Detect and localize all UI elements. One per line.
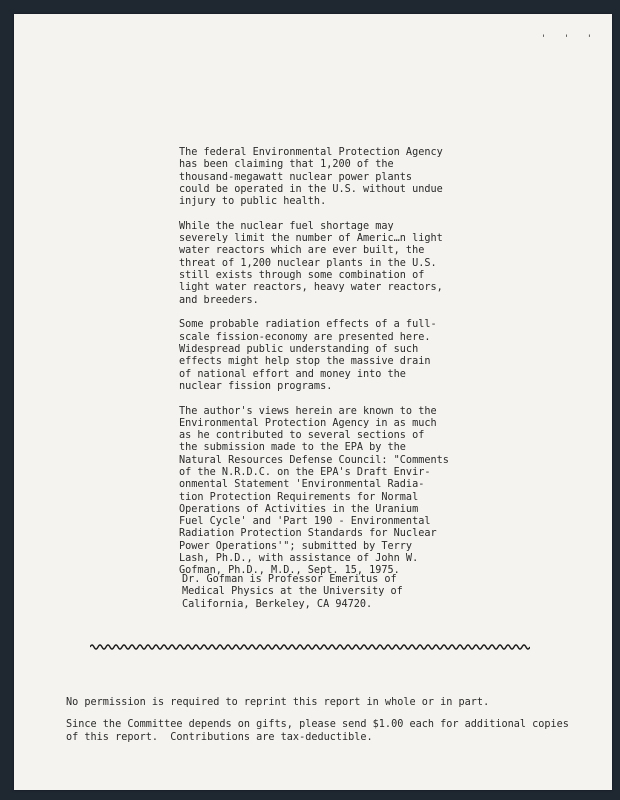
author-affiliation: Dr. Gofman is Professor Emeritus of Medical Physics at the University of California, Berkeley, CA 94720. — [182, 574, 403, 610]
footer-notice — [66, 697, 586, 754]
paragraph-epa-claim: The federal Environmental Protection Agency has been claiming that 1,200 of the thousand-megawatt nuclear power plants could be operated in the U.S. without undue injury to public health. — [179, 147, 443, 208]
reprint-notice: No permission is required to reprint this report in whole or in part. — [66, 697, 490, 708]
paragraph-author-views: The author's views herein are known to the Environmental Protection Agency in as much as he contributed to several sections of the submission made to the EPA by the Natural Resources Defense Council: "Comments of the N.R.D.C. on the EPA's Draft Envir- onmental Statement 'Environmental Radia- tion Protection Requirements for Normal Operations of Activities in the Uranium Fuel Cycle' and 'Part 190 - Environmental Radiation Protection Standards for Nuclear Power Operations'"; submitted by Terry Lash, Ph.D., with assistance of John W. Gofman, Ph.D., M.D., Sept. 15, 1975. — [179, 405, 449, 577]
document-page — [14, 14, 612, 790]
main-text-block — [179, 147, 469, 590]
paragraph-fuel-shortage: While the nuclear fuel shortage may severely limit the number of Americ…n light water reactors which are ever built, the threat of 1,200 nuclear plants in the U.S. still exists through some combination of light water reactors, heavy water reactors, and breeders. — [179, 220, 443, 306]
paragraph-radiation-effects: Some probable radiation effects of a full- scale fission-economy are presented here. Widespread public understanding of such effects might help stop the massive drain of national effort and money into the nuclear fission programs. — [179, 319, 437, 392]
scan-specks: ' ' ' — [540, 34, 598, 44]
gifts-notice: Since the Committee depends on gifts, please send $1.00 each for additional copies of this report. Contributions are tax-deductible. — [66, 719, 569, 743]
wavy-divider — [90, 642, 530, 652]
